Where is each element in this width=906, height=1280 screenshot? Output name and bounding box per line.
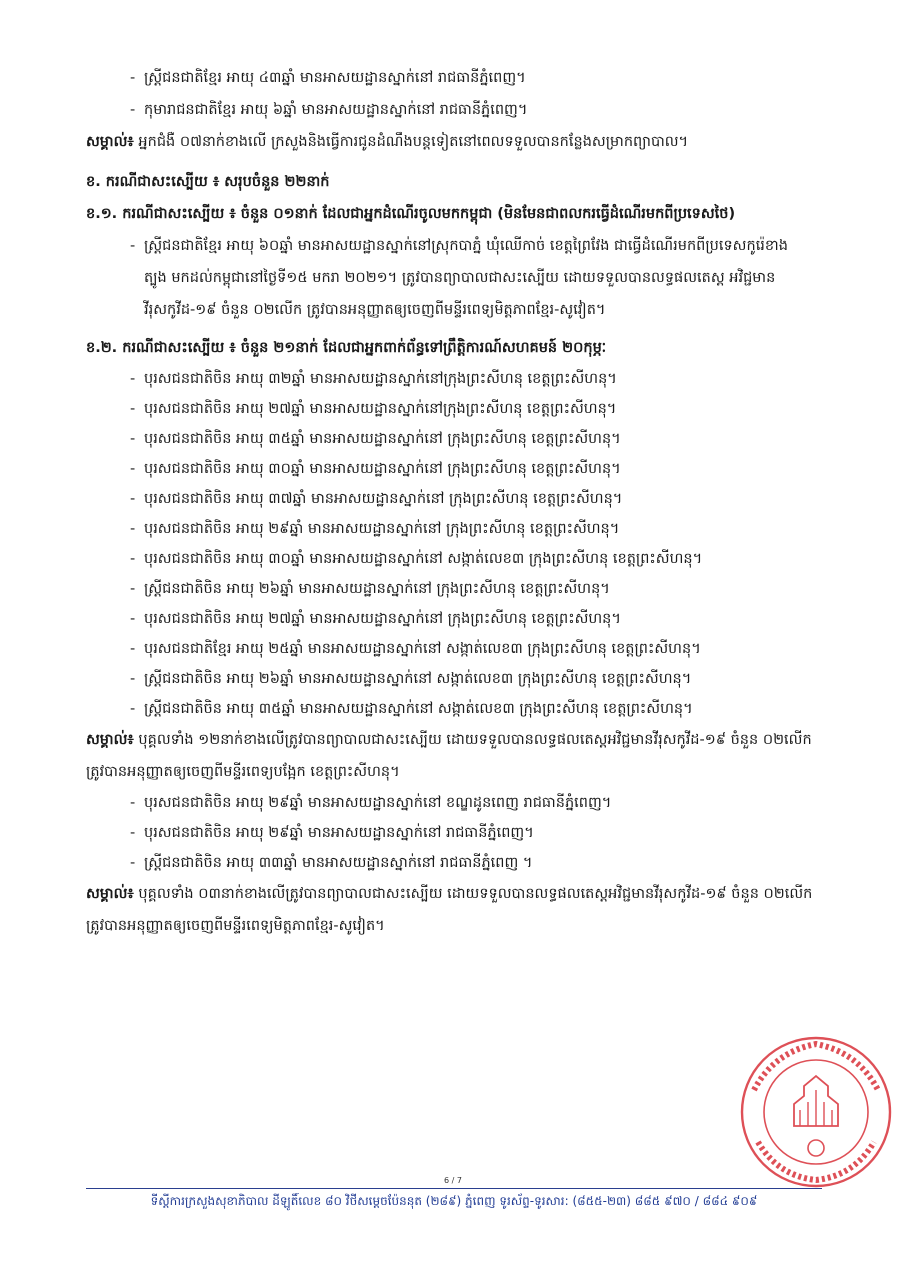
case-line: - ស្ត្រីជនជាតិចិន អាយុ ២៦ឆ្នាំ មានអាសយដ្ឋានស្នាក់នៅ សង្កាត់លេខ៣ ក្រុងព្រះសីហនុ ខេត្តព្រះសីហនុ។ bbox=[130, 671, 692, 687]
case-line: - ស្ត្រីជនជាតិខ្មែរ អាយុ ៤៣ឆ្នាំ មានអាសយដ្ឋានស្នាក់នៅ រាជធានីភ្នំពេញ។ bbox=[130, 70, 526, 86]
footer-address: ទីស្តីការក្រសួងសុខាភិបាល ដីឡូតិ៍លេខ ៨០ វិថីសម្តេចប៉ែននុត (២៨៩) ភ្នំពេញ ទូរស័ព្ទ-ទូរសារ: (៨៥៥-២៣) ៨៨៥ ៩៧០ / ៨៨៤ ៩០៩ bbox=[150, 1194, 758, 1208]
case-line: - បុរសជនជាតិចិន អាយុ ២៩ឆ្នាំ មានអាសយដ្ឋានស្នាក់នៅ ក្រុងព្រះសីហនុ ខេត្តព្រះសីហនុ។ bbox=[130, 521, 620, 537]
case-line: - បុរសជនជាតិខ្មែរ អាយុ ២៥ឆ្នាំ មានអាសយដ្ឋានស្នាក់នៅ សង្កាត់លេខ៣ ក្រុងព្រះសីហនុ ខេត្តព្រះសីហនុ។ bbox=[130, 641, 701, 657]
page-number: 6 / 7 bbox=[444, 1176, 462, 1185]
note-1: សម្គាល់៖ អ្នកជំងឺ ០៧នាក់ខាងលើ ក្រសួងនិងធ្វើការជូនដំណឹងបន្តទៀតនៅពេលទទួលបានកន្លែងសម្រាកព្យាបាល។ bbox=[86, 134, 689, 150]
case-line: - ស្ត្រីជនជាតិចិន អាយុ ៣៥ឆ្នាំ មានអាសយដ្ឋានស្នាក់នៅ សង្កាត់លេខ៣ ក្រុងព្រះសីហនុ ខេត្តព្រះសីហនុ។ bbox=[130, 701, 693, 717]
case-line: - បុរសជនជាតិចិន អាយុ ២៩ឆ្នាំ មានអាសយដ្ឋានស្នាក់នៅ ខណ្ឌដូនពេញ រាជធានីភ្នំពេញ។ bbox=[130, 795, 612, 811]
case-line: - បុរសជនជាតិចិន អាយុ ៣០ឆ្នាំ មានអាសយដ្ឋានស្នាក់នៅ សង្កាត់លេខ៣ ក្រុងព្រះសីហនុ ខេត្តព្រះសីហនុ។ bbox=[130, 551, 703, 567]
case-line: - បុរសជនជាតិចិន អាយុ ៣៥ឆ្នាំ មានអាសយដ្ឋានស្នាក់នៅ ក្រុងព្រះសីហនុ ខេត្តព្រះសីហនុ។ bbox=[130, 431, 621, 447]
note-label: សម្គាល់៖ bbox=[86, 886, 134, 902]
note-3: សម្គាល់៖ បុគ្គលទាំង ០៣នាក់ខាងលើត្រូវបានព្យាបាលជាសះស្បើយ ដោយទទួលបានលទ្ធផលតេស្តអវិជ្ជមានវីរុសកូវីដ-១៩ ចំនួន ០២លើក ត្រូវបានអនុញ្ញាតឲ្យចេញពីមន្ទីរពេទ្យមិត្តភាពខ្មែរ-សូវៀត។ bbox=[86, 886, 813, 934]
case-line: - បុរសជនជាតិចិន អាយុ ៣៧ឆ្នាំ មានអាសយដ្ឋានស្នាក់នៅ ក្រុងព្រះសីហនុ ខេត្តព្រះសីហនុ។ bbox=[130, 491, 623, 507]
case-line: - បុរសជនជាតិចិន អាយុ ២៩ឆ្នាំ មានអាសយដ្ឋានស្នាក់នៅ រាជធានីភ្នំពេញ។ bbox=[130, 825, 534, 841]
case-line: - បុរសជនជាតិចិន អាយុ ៣២ឆ្នាំ មានអាសយដ្ឋានស្នាក់នៅក្រុងព្រះសីហនុ ខេត្តព្រះសីហនុ។ bbox=[130, 371, 617, 387]
case-line: - ស្ត្រីជនជាតិចិន អាយុ ២៦ឆ្នាំ មានអាសយដ្ឋានស្នាក់នៅ ក្រុងព្រះសីហនុ ខេត្តព្រះសីហនុ។ bbox=[130, 581, 610, 597]
section-heading-recovered: ខ. ករណីជាសះស្បើយ ៖ សរុបចំនួន ២២នាក់ bbox=[86, 174, 330, 190]
document-body bbox=[86, 62, 814, 942]
footer-divider bbox=[86, 1188, 822, 1189]
case-line: - បុរសជនជាតិចិន អាយុ ២៧ឆ្នាំ មានអាសយដ្ឋានស្នាក់នៅ ក្រុងព្រះសីហនុ ខេត្តព្រះសីហនុ។ bbox=[130, 611, 621, 627]
case-line: - កុមារាជនជាតិខ្មែរ អាយុ ៦ឆ្នាំ មានអាសយដ្ឋានស្នាក់នៅ រាជធានីភ្នំពេញ។ bbox=[130, 102, 528, 118]
case-line: - ស្ត្រីជនជាតិចិន អាយុ ៣៣ឆ្នាំ មានអាសយដ្ឋានស្នាក់នៅ រាជធានីភ្នំពេញ ។ bbox=[130, 855, 533, 871]
note-2: សម្គាល់៖ បុគ្គលទាំង ១២នាក់ខាងលើត្រូវបានព្យាបាលជាសះស្បើយ ដោយទទួលបានលទ្ធផលតេស្តអវិជ្ជមានវីរុសកូវីដ-១៩ ចំនួន ០២លើក ត្រូវបានអនុញ្ញាតឲ្យចេញពីមន្ទីរពេទ្យបង្អែក ខេត្តព្រះសីហនុ។ bbox=[86, 732, 812, 780]
subsection-heading-2-2: ខ.២. ករណីជាសះស្បើយ ៖ ចំនួន ២១នាក់ ដែលជាអ្នកពាក់ព័ន្ធទៅព្រឹត្តិការណ៍សហគមន៍ ២០កុម្ភៈ bbox=[86, 340, 607, 356]
note-label: សម្គាល់៖ bbox=[86, 732, 134, 748]
note-label: សម្គាល់៖ bbox=[86, 134, 134, 150]
case-line: - បុរសជនជាតិចិន អាយុ ២៧ឆ្នាំ មានអាសយដ្ឋានស្នាក់នៅក្រុងព្រះសីហនុ ខេត្តព្រះសីហនុ។ bbox=[130, 401, 617, 417]
subsection-heading-2-1: ខ.១. ករណីជាសះស្បើយ ៖ ចំនួន ០១នាក់ ដែលជាអ្នកដំណើរចូលមកកម្ពុជា (មិនមែនជាពលករធ្វើដំណើរមកពីប្រទេសថៃ) bbox=[86, 206, 736, 222]
case-line: - បុរសជនជាតិចិន អាយុ ៣០ឆ្នាំ មានអាសយដ្ឋានស្នាក់នៅ ក្រុងព្រះសីហនុ ខេត្តព្រះសីហនុ។ bbox=[130, 461, 621, 477]
case-line: - ស្ត្រីជនជាតិខ្មែរ អាយុ ៦០ឆ្នាំ មានអាសយដ្ឋានស្នាក់នៅស្រុកបាភ្នំ ឃុំឈើកាច់ ខេត្តព្រៃវែង ជាធ្វើដំណើរមកពីប្រទេសកូរ៉េខាងត្បូង មកដល់កម្ពុជានៅថ្ងៃទី១៥ មករា ២០២១។ ត្រូវបានព្យាបាលជាសះស្បើយ ដោយទទួលបានលទ្ធផលតេស្ត អវិជ្ជមានវីរុសកូវីដ-១៩ ចំនួន ០២លើក ត្រូវបានអនុញ្ញាតឲ្យចេញពីមន្ទីរពេទ្យមិត្តភាពខ្មែរ-សូវៀត។ bbox=[130, 238, 788, 318]
official-seal-icon bbox=[734, 1030, 898, 1194]
